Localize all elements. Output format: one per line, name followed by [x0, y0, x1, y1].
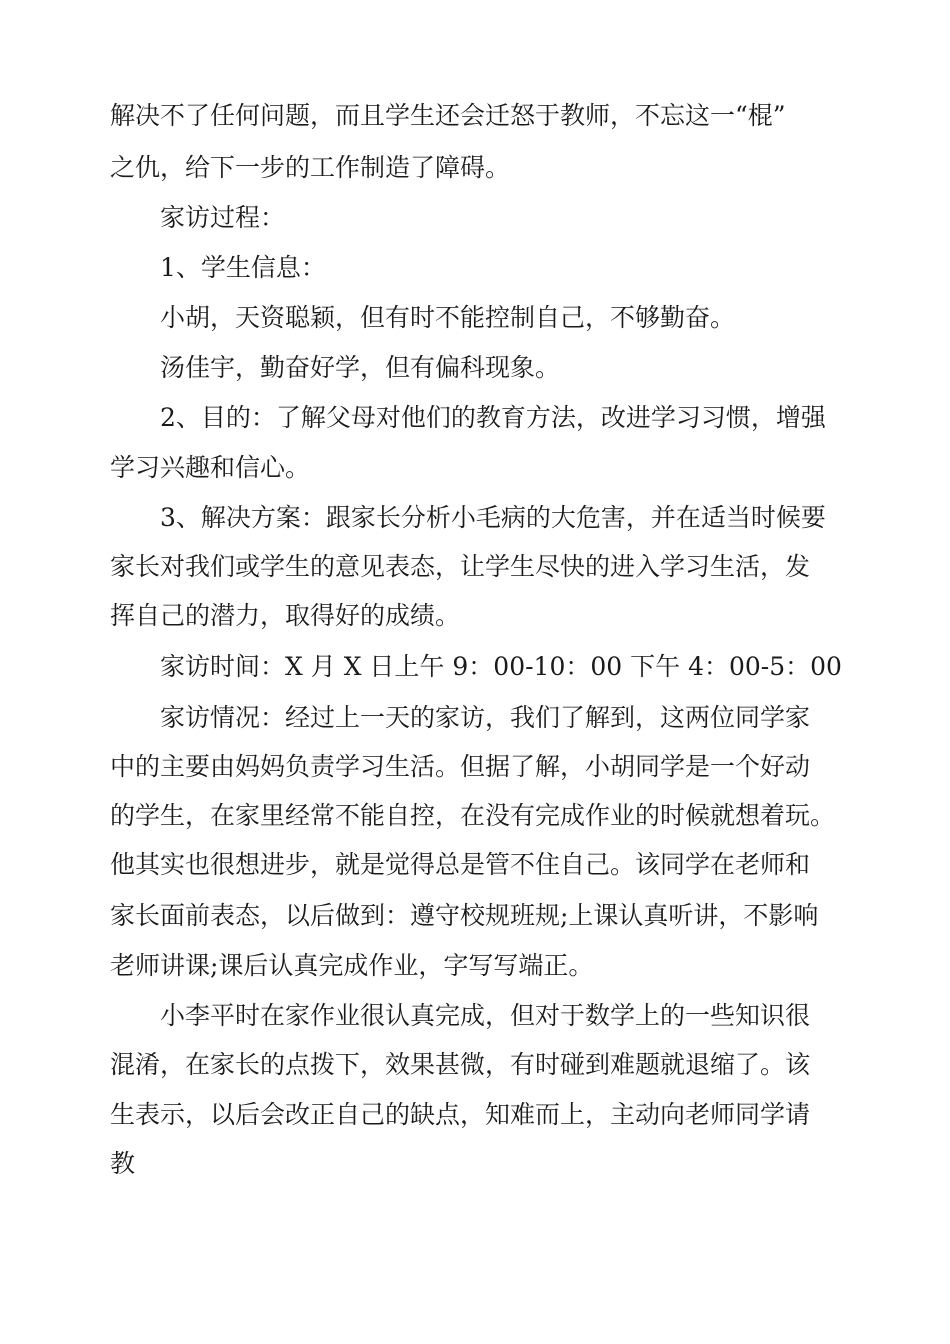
- text-line: 家访情况：经过上一天的家访，我们了解到，这两位同学家: [160, 703, 811, 732]
- text-line: 汤佳宇，勤奋好学，但有偏科现象。: [160, 353, 561, 382]
- text-line: 混淆，在家长的点拨下，效果甚微，有时碰到难题就退缩了。该: [110, 1050, 811, 1079]
- text-line: 家长对我们或学生的意见表态，让学生尽快的进入学习生活，发: [110, 552, 811, 581]
- text-line: 教: [110, 1149, 136, 1178]
- text-line: 家访时间：X 月 X 日上午 9：00-10：00 下午 4：00-5：00: [160, 652, 842, 681]
- text-line: 学习兴趣和信心。: [110, 453, 311, 482]
- text-line: 中的主要由妈妈负责学习生活。但据了解，小胡同学是一个好动: [110, 752, 811, 781]
- text-line: 2、目的：了解父母对他们的教育方法，改进学习习惯，增强: [160, 403, 826, 432]
- text-line: 之仇，给下一步的工作制造了障碍。: [110, 153, 511, 182]
- text-line: 挥自己的潜力，取得好的成绩。: [110, 601, 461, 630]
- text-line: 生表示，以后会改正自己的缺点，知难而上，主动向老师同学请: [110, 1100, 811, 1129]
- text-line: 小李平时在家作业很认真完成，但对于数学上的一些知识很: [160, 1001, 811, 1030]
- text-line: 他其实也很想进步，就是觉得总是管不住自己。该同学在老师和: [110, 850, 811, 879]
- text-line: 1、学生信息：: [160, 253, 326, 282]
- text-line: 小胡，天资聪颖，但有时不能控制自己，不够勤奋。: [160, 303, 736, 332]
- text-line: 解决不了任何问题，而且学生还会迁怒于教师，不忘这一“棍”: [110, 101, 786, 130]
- text-line: 家长面前表态，以后做到：遵守校规班规;上课认真听讲，不影响: [110, 901, 819, 930]
- text-line: 家访过程：: [160, 203, 286, 232]
- text-line: 的学生，在家里经常不能自控，在没有完成作业的时候就想着玩。: [110, 801, 836, 830]
- text-line: 老师讲课;课后认真完成作业，字写写端正。: [110, 951, 594, 980]
- text-line: 3、解决方案：跟家长分析小毛病的大危害，并在适当时候要: [160, 503, 826, 532]
